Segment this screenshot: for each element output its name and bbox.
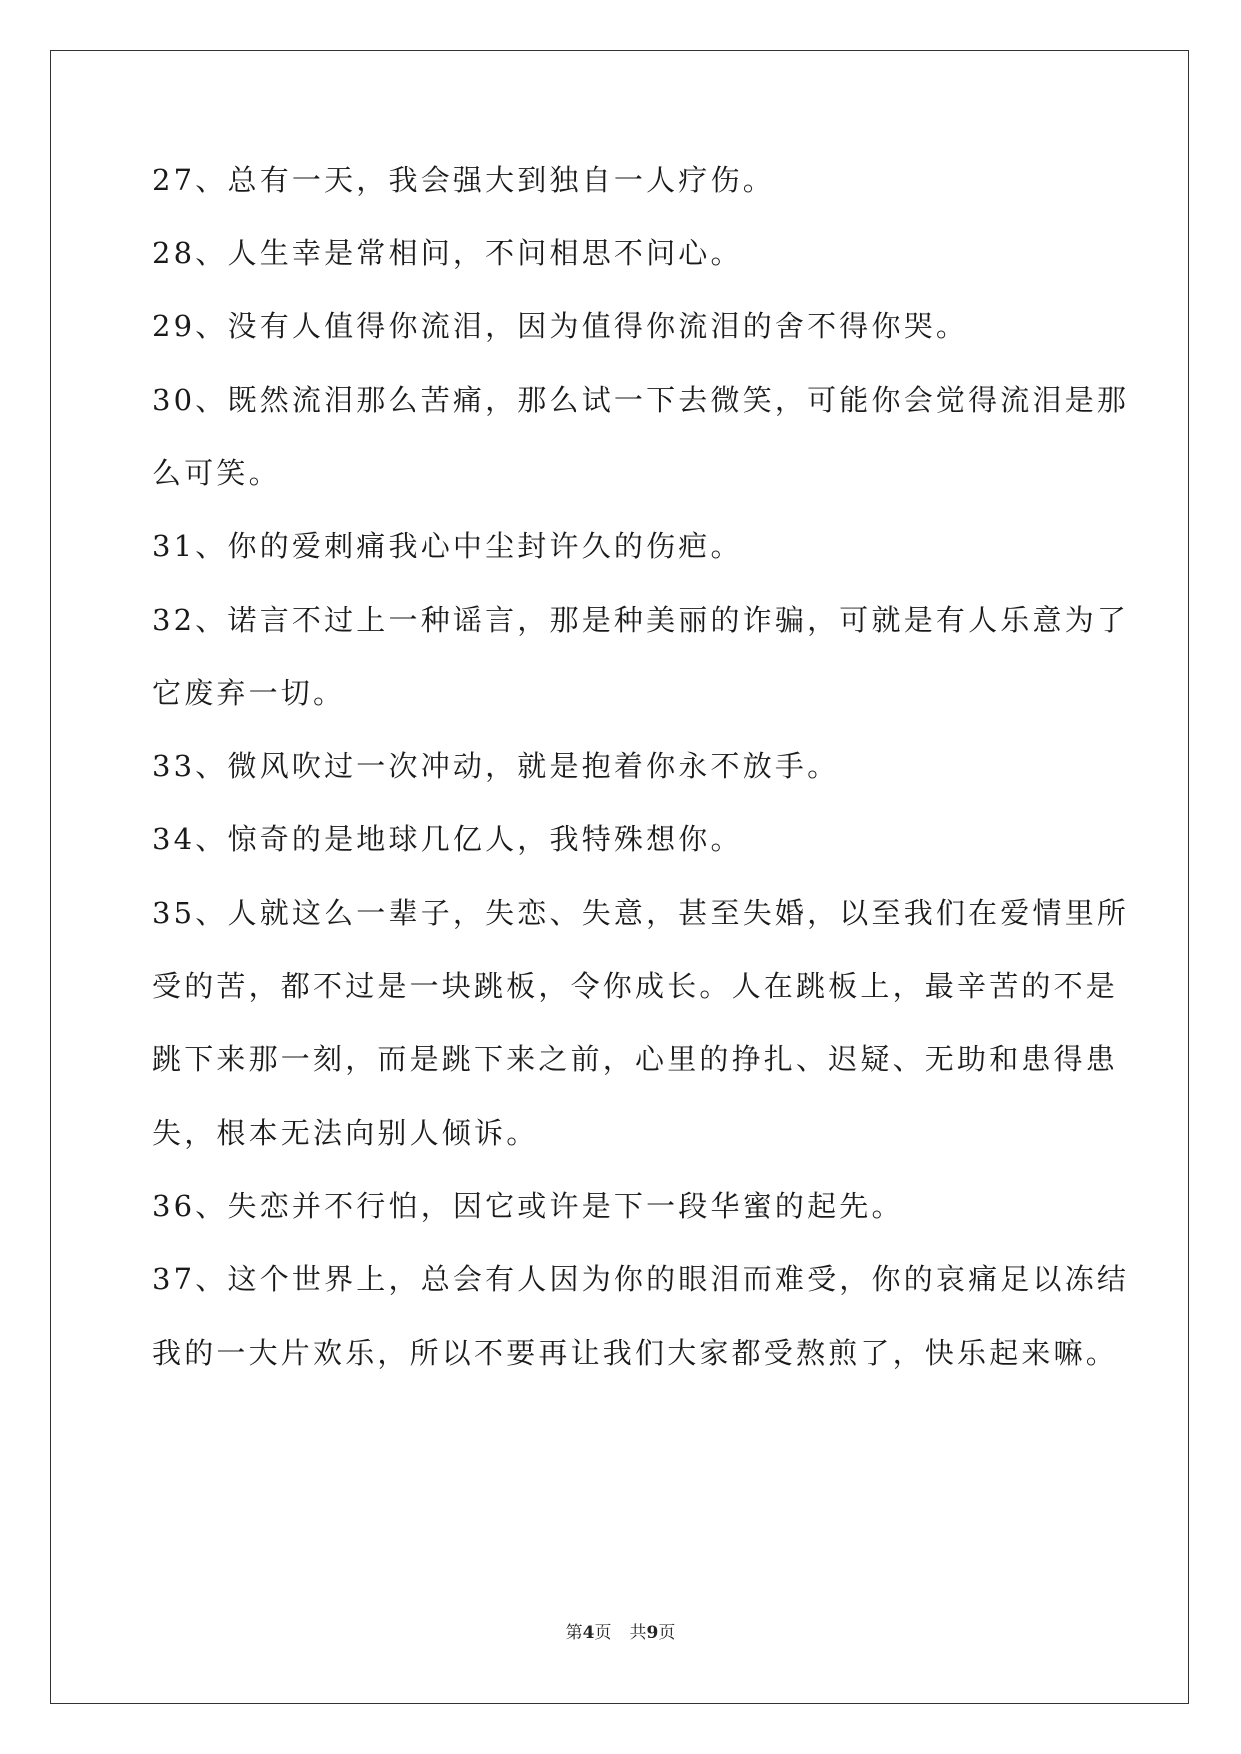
text-line: 跳下来那一刻，而是跳下来之前，心里的挣扎、迟疑、无助和患得患 [152, 1042, 1119, 1076]
text-line: 我的一大片欢乐，所以不要再让我们大家都受熬煎了，快乐起来嘛。 [152, 1336, 1119, 1370]
text-line: 31、你的爱刺痛我心中尘封许久的伤疤。 [152, 529, 743, 563]
text-line: 27、总有一天，我会强大到独自一人疗伤。 [152, 163, 775, 197]
text-line: 35、人就这么一辈子，失恋、失意，甚至失婚，以至我们在爱情里所 [152, 896, 1130, 930]
text-line: 受的苦，都不过是一块跳板，令你成长。人在跳板上，最辛苦的不是 [152, 969, 1119, 1003]
text-line: 29、没有人值得你流泪，因为值得你流泪的舍不得你哭。 [152, 309, 969, 343]
text-line: 34、惊奇的是地球几亿人，我特殊想你。 [152, 822, 743, 856]
text-line: 么可笑。 [152, 456, 281, 490]
total-pages: 9 [646, 1623, 659, 1643]
page-suffix: 页 [594, 1623, 612, 1643]
text-line: 32、诺言不过上一种谣言，那是种美丽的诈骗，可就是有人乐意为了 [152, 603, 1130, 637]
page-number: 4 [582, 1623, 595, 1643]
total-suffix: 页 [658, 1623, 676, 1643]
page-prefix: 第 [565, 1623, 583, 1643]
text-line: 30、既然流泪那么苦痛，那么试一下去微笑，可能你会觉得流泪是那 [152, 383, 1130, 417]
text-line: 失，根本无法向别人倾诉。 [152, 1116, 539, 1150]
text-line: 37、这个世界上，总会有人因为你的眼泪而难受，你的哀痛足以冻结 [152, 1262, 1130, 1296]
page-border [50, 50, 1189, 1704]
text-line: 36、失恋并不行怕，因它或许是下一段华蜜的起先。 [152, 1189, 904, 1223]
total-prefix: 共 [629, 1623, 647, 1643]
page-footer [0, 1622, 1241, 1644]
text-line: 28、人生幸是常相问，不问相思不问心。 [152, 236, 743, 270]
text-line: 33、微风吹过一次冲动，就是抱着你永不放手。 [152, 749, 840, 783]
text-line: 它废弃一切。 [152, 676, 346, 710]
